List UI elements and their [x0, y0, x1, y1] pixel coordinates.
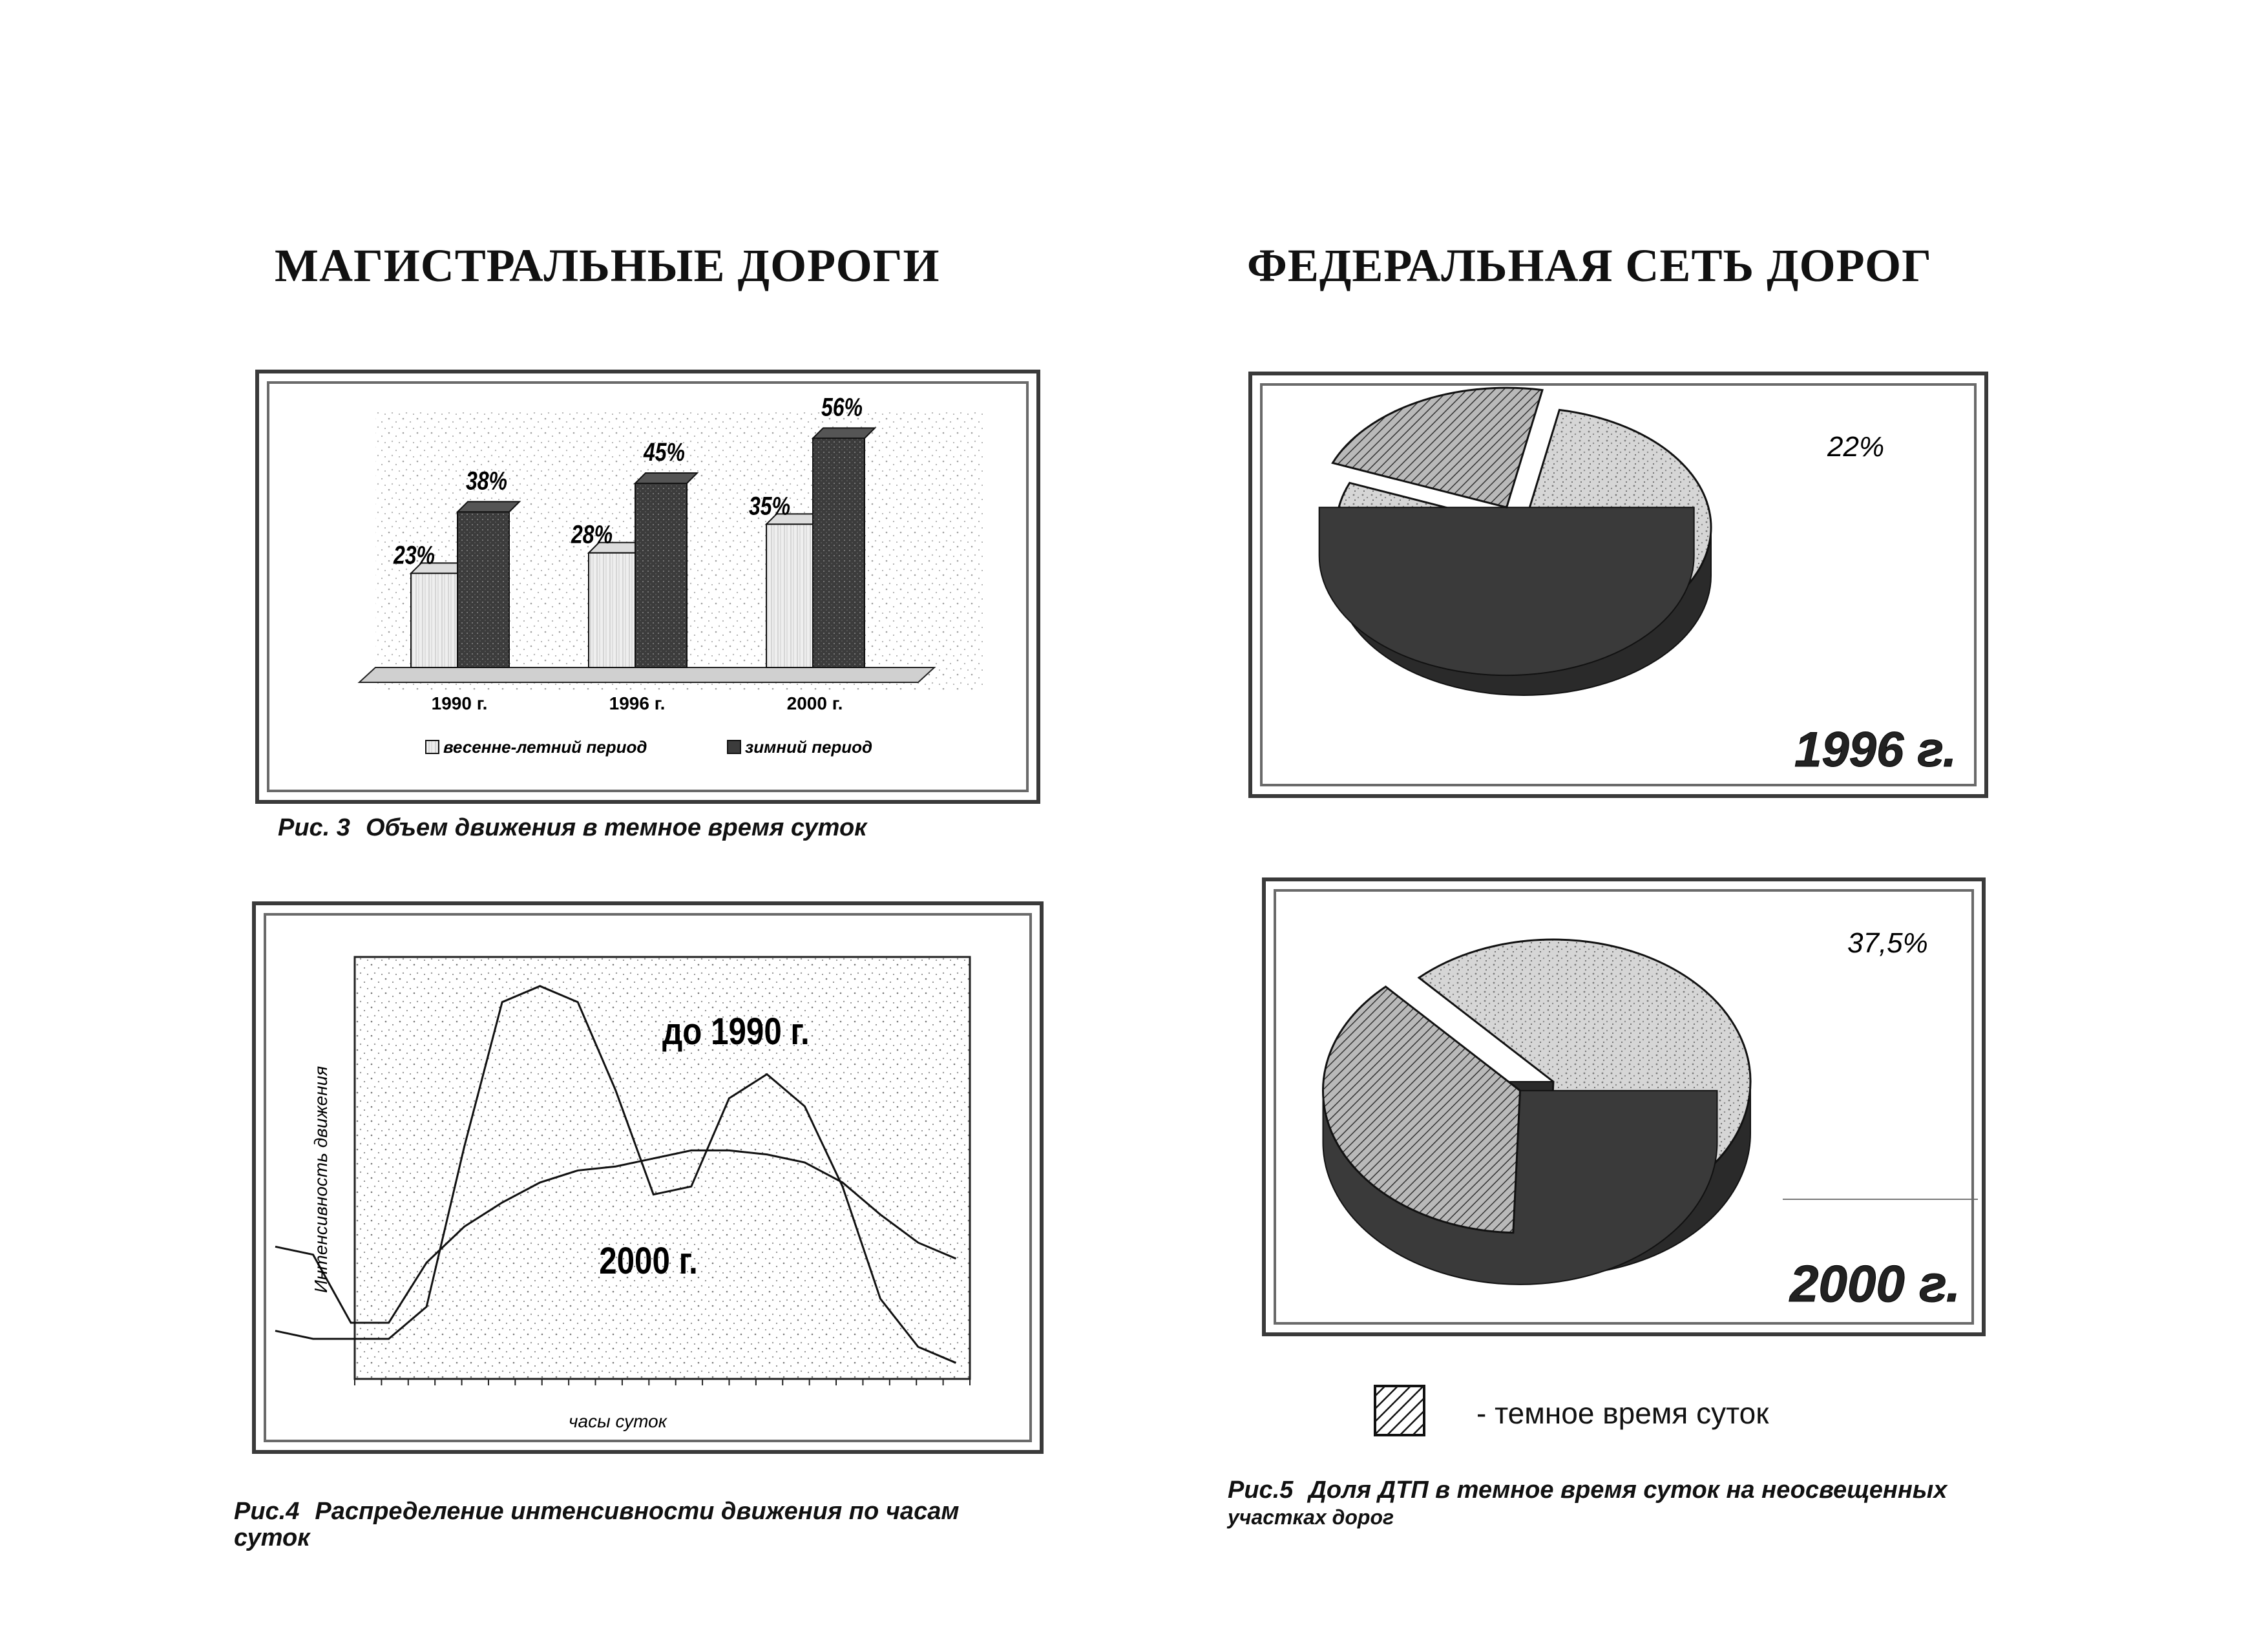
fig5b-frame: [1262, 877, 1986, 1336]
fig3-bar-label: 35%: [748, 490, 791, 521]
fig3-floor: [359, 667, 934, 682]
fig3-bar-label: 23%: [393, 540, 436, 570]
fig5a-frame: [1248, 372, 1988, 798]
fig3-bar-top: [589, 543, 651, 553]
pie-slice-side: [1356, 1082, 1750, 1276]
fig3-bar-label: 45%: [643, 437, 686, 467]
fig3-bar: [457, 512, 509, 667]
fig3-legend-swatch-summer: [426, 740, 439, 753]
fig3-bar: [411, 573, 463, 667]
fig3-bar-top: [411, 563, 473, 573]
fig5-caption-text-2: участках дорог: [1228, 1506, 1394, 1529]
fig4-plot-area: [355, 957, 970, 1379]
fig3-bar-chart: [259, 373, 1036, 800]
pie-legend-label: - темное время суток: [1476, 1396, 1769, 1430]
fig5-caption-text-1: Доля ДТП в темное время суток на неосвещенных: [1308, 1476, 1948, 1504]
fig3-frame: [255, 370, 1040, 804]
fig4-series-label-1990: до 1990 г.: [662, 1011, 810, 1053]
fig3-bar-top: [813, 428, 875, 438]
fig3-caption: [278, 814, 866, 842]
fig5-caption: [1228, 1476, 1947, 1529]
fig4-line-1990: [275, 986, 956, 1363]
fig5b-pie-chart: [1266, 881, 1982, 1332]
fig3-legend-label-winter: зимний период: [745, 737, 873, 757]
fig5a-slice-label: 22%: [1827, 431, 1885, 463]
pie-slice-dark-time: [1323, 987, 1520, 1233]
fig3-category-label: 2000 г.: [786, 693, 843, 713]
fig4-xlabel: часы суток: [569, 1411, 667, 1431]
fig3-bar-top: [766, 514, 828, 524]
pie-legend-swatch: [1373, 1384, 1426, 1437]
fig5b-slice-label: 37,5%: [1847, 927, 1928, 959]
fig3-plot-background: [375, 412, 983, 690]
fig4-caption-text-2: суток: [234, 1524, 310, 1551]
fig3-bar-label: 28%: [571, 520, 613, 549]
fig3-caption-number: Рис. 3: [278, 814, 350, 841]
fig5-caption-number: Рис.5: [1228, 1476, 1294, 1504]
fig3-category-label: 1990 г.: [431, 693, 488, 713]
fig3-bar-label: 38%: [465, 465, 508, 496]
fig4-caption-number: Рис.4: [234, 1498, 300, 1525]
fig3-legend: [426, 737, 872, 757]
fig4-frame: [252, 901, 1044, 1454]
fig5a-year-label: 1996 г.: [1794, 722, 1957, 777]
pie-slice-side: [1323, 1091, 1717, 1285]
fig3-bar-label: 56%: [821, 392, 863, 422]
fig4-ylabel: Интенсивность движения: [311, 1066, 331, 1293]
fig3-bar: [589, 553, 640, 667]
fig5a-pie-chart: [1252, 375, 1984, 794]
fig5b-year-label: 2000 г.: [1789, 1255, 1960, 1312]
fig4-caption: [234, 1498, 959, 1552]
fig3-category-label: 1996 г.: [609, 693, 666, 713]
fig4-caption-text-1: Распределение интенсивности движения по часам: [315, 1498, 960, 1525]
fig3-bar-top: [635, 473, 697, 483]
fig3-bar-top: [457, 501, 520, 512]
fig3-legend-label-summer: весенне-летний период: [443, 737, 647, 757]
fig3-bar: [813, 438, 865, 667]
pie-slice-side: [1319, 507, 1694, 675]
fig4-line-chart: [256, 905, 1040, 1450]
fig4-line-2000: [275, 1150, 956, 1323]
heading-federal-network: ФЕДЕРАЛЬНАЯ СЕТЬ ДОРОГ: [1247, 240, 1932, 291]
pie-slice-dark-time: [1332, 388, 1542, 507]
pie-slice-side: [1336, 527, 1711, 695]
heading-main-roads: МАГИСТРАЛЬНЫЕ ДОРОГИ: [275, 240, 940, 291]
fig3-legend-swatch-winter: [728, 740, 740, 753]
pie-slice-other: [1419, 940, 1750, 1224]
fig4-series-label-2000: 2000 г.: [599, 1240, 698, 1282]
fig3-bar: [766, 524, 818, 667]
fig3-bar: [635, 483, 687, 667]
fig3-caption-text: Объем движения в темное время суток: [365, 814, 867, 841]
pie-slice-other: [1336, 410, 1711, 647]
